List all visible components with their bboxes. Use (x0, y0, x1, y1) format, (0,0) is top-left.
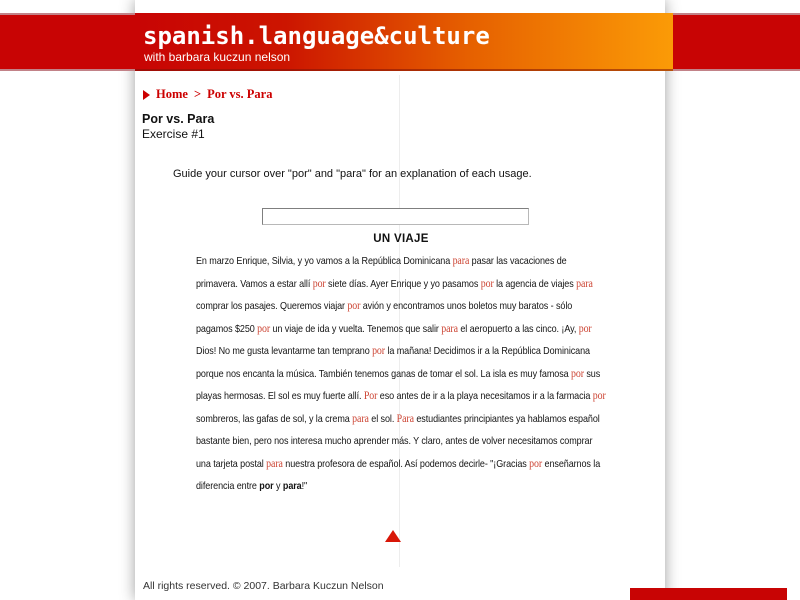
story-line (196, 250, 600, 273)
back-to-top-icon (385, 530, 401, 542)
breadcrumb (143, 87, 272, 102)
por-para-hotspot[interactable]: para (576, 277, 593, 290)
story-text: eso antes de ir a la playa necesitamos ir a la farmacia (377, 390, 593, 402)
story-line (196, 318, 600, 341)
story-line (196, 453, 600, 476)
story-text: pasar las vacaciones de (469, 255, 567, 267)
por-para-hotspot[interactable]: por (312, 277, 326, 290)
story-line (196, 295, 600, 318)
story-text: En marzo Enrique, Silvia, y yo vamos a la República Dominicana (196, 255, 453, 267)
por-para-hotspot[interactable]: por (480, 277, 494, 290)
por-para-hotspot[interactable]: Por (363, 390, 378, 402)
story-line (196, 408, 600, 431)
story-text: y (273, 480, 283, 492)
answer-input[interactable] (262, 208, 529, 225)
por-para-bold-text: por (259, 480, 274, 492)
story-text: nuestra profesora de español. Así podemos decirle- "¡Gracias (282, 457, 530, 470)
story-text: sus (583, 367, 601, 380)
por-para-hotspot[interactable]: para (266, 457, 283, 470)
story-line (196, 475, 600, 498)
por-para-hotspot[interactable]: Para (396, 412, 414, 425)
story-text: enseñarnos la (542, 457, 601, 470)
content-column (135, 0, 665, 600)
story-text: avión y encontramos unos boletos muy baratos - sólo (360, 300, 573, 312)
por-para-hotspot[interactable]: por (578, 322, 592, 335)
exercise-number: Exercise #1 (142, 127, 205, 141)
story-title: UN VIAJE (373, 233, 429, 245)
story-text: el sol. (368, 412, 397, 425)
breadcrumb-separator: > (193, 87, 202, 101)
story-text: porque nos encanta la música. También tenemos ganas de tomar el sol. La isla es muy famosa (196, 367, 572, 380)
story-line (196, 340, 600, 363)
por-para-hotspot[interactable]: por (529, 457, 543, 470)
por-para-hotspot[interactable]: para (452, 255, 470, 267)
por-para-bold-text: para (282, 480, 302, 492)
story-line (196, 273, 600, 296)
story-text: estudiantes principiantes ya hablamos español (413, 412, 600, 425)
story-text: diferencia entre (196, 480, 260, 492)
instruction-text: Guide your cursor over "por" and "para" for an explanation of each usage. (173, 168, 532, 180)
site-subtitle: with barbara kuczun nelson (144, 50, 291, 64)
story-text: una tarjeta postal (196, 457, 267, 470)
story-line (196, 385, 606, 408)
story-text: la mañana! Decidimos ir a la República Dominicana (384, 345, 591, 357)
por-para-hotspot[interactable]: por (347, 300, 361, 312)
story-text: playas hermosas. El sol es muy fuerte allí. (196, 390, 364, 402)
story-text: bastante bien, pero nos interesa mucho aprender más. Y claro, antes de volver necesitamos comprar (196, 435, 593, 447)
por-para-hotspot[interactable]: por (592, 390, 606, 402)
por-para-hotspot[interactable]: por (372, 345, 385, 357)
bottom-red-bar (630, 588, 787, 600)
back-to-top-button[interactable] (385, 530, 403, 543)
story-text: la agencia de viajes (493, 277, 577, 290)
footer-copyright: All rights reserved. © 2007. Barbara Kuczun Nelson (143, 580, 384, 592)
story-text: el aeropuerto a las cinco. ¡Ay, (457, 322, 579, 335)
site-header-banner (135, 13, 673, 71)
por-para-hotspot[interactable]: para (441, 322, 458, 335)
page-title: Por vs. Para (142, 112, 215, 126)
story-line (196, 363, 600, 386)
story-lines (196, 250, 606, 498)
story-text: sombreros, las gafas de sol, y la crema (196, 412, 353, 425)
story-text: un viaje de ida y vuelta. Tenemos que salir (270, 322, 442, 335)
breadcrumb-arrow-icon (143, 90, 150, 100)
story-text: !" (301, 480, 308, 492)
por-para-hotspot[interactable]: por (257, 322, 271, 335)
story-text: comprar los pasajes. Queremos viajar (196, 300, 348, 312)
story-text: primavera. Vamos a estar allí (196, 277, 313, 290)
breadcrumb-current: Por vs. Para (207, 87, 273, 101)
por-para-hotspot[interactable]: por (571, 367, 584, 380)
story-text: siete días. Ayer Enrique y yo pasamos (325, 277, 481, 290)
breadcrumb-home-link[interactable]: Home (156, 87, 188, 101)
story-text: pagamos $250 (196, 322, 258, 335)
por-para-hotspot[interactable]: para (352, 412, 369, 425)
site-title: spanish.language&culture (143, 22, 490, 50)
story-line (196, 430, 600, 453)
story-text: Dios! No me gusta levantarme tan temprano (196, 345, 373, 357)
